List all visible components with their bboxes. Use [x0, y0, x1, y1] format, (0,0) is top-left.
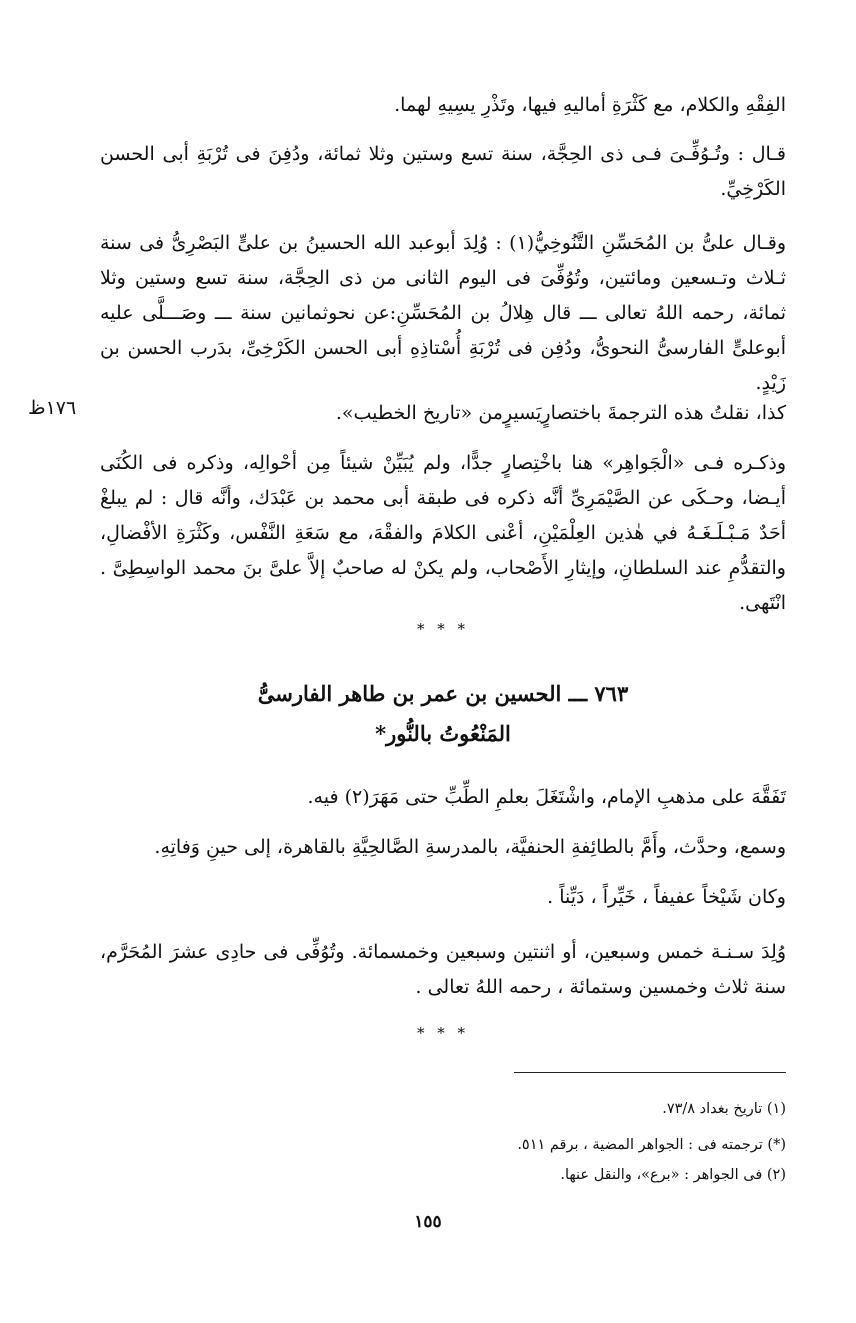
paragraph-jawahir-note: وذكـره فـى «الْجَواهِر» هنا باخْتِصارٍ جدًّا، ولم يُبَيِّنْ شيئاً مِن أحْوالِه، وذكره فى الكُنَى أيـضا، وحـكَى عن الصَّيْمَرِىِّ أنَّه ذكره فى طبقة أبى محمد بن عَبْدَك، وأنَّه قال : لم يبلغْ أحَدٌ مَـبْـلَـغَـهُ في هٰذين العِلْمَيْنِ، أعْنى الكلامَ والفقْهَ، مع سَعَةِ النَّفْس، وكَثْرَةِ الأفْضالِ، والتقدُّمِ عند السلطانِ، وإيثارِ الأَصْحاب، ولم يكنْ له صاحبٌ إلاَّ علىَّ بنَ محمد الواسِطِىَّ . انْتَهى. — [100, 452, 786, 614]
paragraph-character: وكان شَيْخاً عفيفاً ، خَيِّراً ، دَيِّناً . — [547, 886, 786, 908]
paragraph-birth-death: وُلِدَ سـنـة خمس وسبعين، أو اثنتين وسبعين وخمسمائة. وتُوُفِّى فى حادِى عشرَ المُحَرَّم، سنة ثلاث وخمسين وستمائة ، رحمه اللهُ تعالى . — [100, 941, 786, 998]
paragraph-teaching: وسمع، وحدَّث، وأَمَّ بالطائِفةِ الحنفيَّة، بالمدرسةِ الصَّالحِيَّةِ بالقاهرة، إلى حينِ وَفاتِهِ. — [154, 836, 786, 858]
footnote-rule — [514, 1072, 786, 1073]
paragraph-death-note: قـال : وتُـوُفِّـىَ فـى ذى الحِجَّة، سنة تسع وستين وثلا ثمائة، ودُفِنَ فى تُرْبَةِ أبى الحسن الكَرْخِيِّ. — [100, 143, 786, 200]
paragraph-continuation: الفِقْهِ والكلام، مع كَثْرَةِ أماليهِ فيها، وتَذْرِ يسِيهِ لهما. — [394, 94, 786, 116]
page-number: ١٥٥ — [414, 1212, 442, 1232]
paragraph-source-note: كذا، نقلتُ هذه الترجمةَ باختصارٍيَسيرٍمن «تاريخ الخطيب». — [335, 402, 786, 424]
entry-title: ٧٦٣ ـــ الحسين بن عمر بن طاهر الفارسىُّ — [257, 681, 629, 706]
entry-epithet: المَنْعُوتُ بالنُّور* — [375, 721, 511, 746]
paragraph-study: تَفَقَّهَ على مذهبِ الإمام، واشْتَغَلَ بعلمِ الطِّبِّ حتى مَهَرَ(٢) فيه. — [307, 786, 786, 808]
paragraph-tanukhi-quote: وقـال علىُّ بن المُحَسِّنِ التَّنُوخِيُّ(١) : وُلِدَ أبوعبد الله الحسينُ بن علىٍّ البَصْرِىُّ فى سنة ثـلاث وتـسعين ومائتين، وتُوُفِّىَ فى اليوم الثانى من ذى الحِجَّة، سنة تسع وستين وثلا ثمائة، رحمه اللهُ تعالى ـــ قال هِلالُ بن المُحَسِّنِ:عن نحوثمانين سنة ـــ وصَـــلَّى عليه أبوعلىٍّ الفارسىُّ النحوىُّ، ودُفِن فى تُرْبَةِ أُسْتاذِهِ أبى الحسن الكَرْخِىِّ، بدَرب الحسن بن زَيْدٍ. — [100, 232, 786, 394]
margin-folio-note: ١٧٦ظ — [28, 397, 77, 419]
footnote-1: (١) تاريخ بغداد ٧٣/٨. — [662, 1101, 786, 1117]
footnote-star: (*) ترجمته فى : الجواهر المضية ، برقم ٥١١. — [517, 1137, 786, 1153]
section-separator-end: * * * — [416, 1024, 470, 1042]
footnote-2: (٢) فى الجواهر : «برع»، والنقل عنها. — [560, 1167, 786, 1183]
section-separator: * * * — [416, 620, 470, 638]
